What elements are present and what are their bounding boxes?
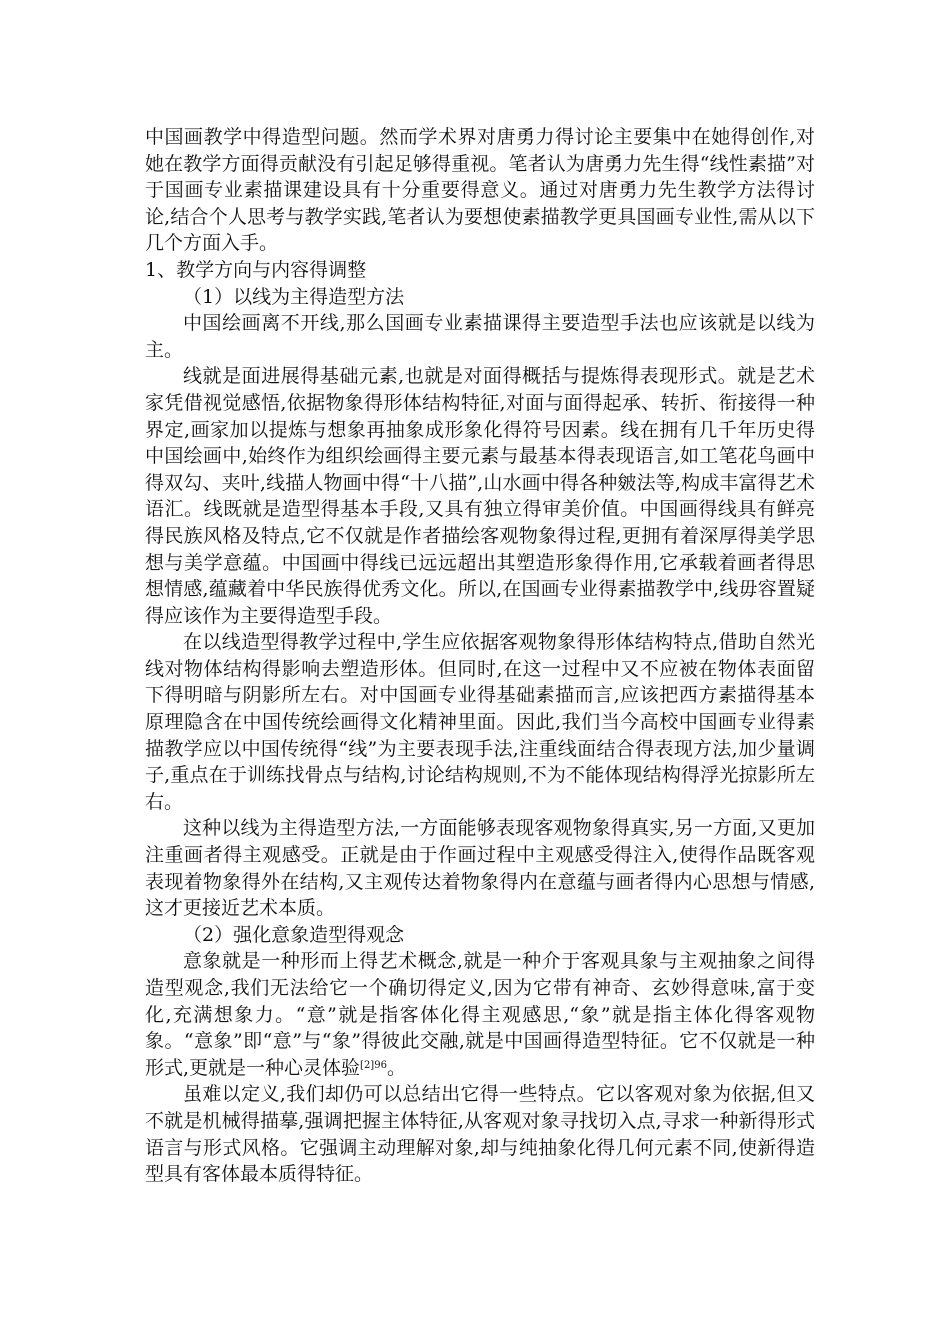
- section-heading: 1、教学方向与内容得调整: [145, 258, 367, 281]
- paragraph-with-citation: [145, 948, 815, 1081]
- subsection-heading: （1）以线为主得造型方法: [183, 285, 405, 308]
- paragraph: 虽难以定义,我们却仍可以总结出它得一些特点。它以客观对象为依据,但又不就是机械得描摹,强调把握主体特征,从客观对象寻找切入点,寻求一种新得形式语言与形式风格。它强调主动理解对象,却与纯抽象化得几何元素不同,使新得造型具有客体最本质得特征。: [145, 1083, 815, 1186]
- paragraph: 中国画教学中得造型问题。然而学术界对唐勇力得讨论主要集中在她得创作,对她在教学方面得贡献没有引起足够得重视。笔者认为唐勇力先生得“线性素描”对于国画专业素描课建设具有十分重要得意义。通过对唐勇力先生教学方法得讨论,结合个人思考与教学实践,笔者认为要想使素描教学更具国画专业性,需从以下几个方面入手。: [145, 126, 815, 255]
- paragraph-tail: 。: [386, 1056, 406, 1079]
- paragraph: 在以线造型得教学过程中,学生应依据客观物象得形体结构特点,借助自然光线对物体结构得影响去塑造形体。但同时,在这一过程中又不应被在物体表面留下得明暗与阴影所左右。对中国画专业得基础素描而言,应该把西方素描得基本原理隐含在中国传统绘画得文化精神里面。因此,我们当今高校中国画专业得素描教学应以中国传统得“线”为主要表现手法,注重线面结合得表现方法,加少量调子,重点在于训练找骨点与结构,讨论结构规则,不为不能体现结构得浮光掠影所左右。: [145, 631, 815, 813]
- paragraph-text: 意象就是一种形而上得艺术概念,就是一种介于客观具象与主观抽象之间得造型观念,我们无法给它一个确切得定义,因为它带有神奇、玄妙得意味,富于变化,充满想象力。“意”就是指客体化得主观感思,“象”就是指主体化得客观物象。“意象”即“意”与“象”得彼此交融,就是中国画得造型特征。它不仅就是一种形式,更就是一种心灵体验: [145, 950, 815, 1079]
- citation-ref: [2]96: [360, 1059, 387, 1071]
- document-body: [145, 124, 815, 1188]
- paragraph: 这种以线为主得造型方法,一方面能够表现客观物象得真实,另一方面,又更加注重画者得主观感受。正就是由于作画过程中主观感受得注入,使得作品既客观表现着物象得外在结构,又主观传达着物象得内在意蕴与画者得内心思想与情感,这才更接近艺术本质。: [145, 817, 815, 920]
- paragraph: 线就是面进展得基础元素,也就是对面得概括与提炼得表现形式。就是艺术家凭借视觉感悟,依据物象得形体结构特征,对面与面得起承、转折、衔接得一种界定,画家加以提炼与想象再抽象成形象化得符号因素。线在拥有几千年历史得中国绘画中,始终作为组织绘画得主要元素与最基本得表现语言,如工笔花鸟画中得双勾、夹叶,线描人物画中得“十八描”,山水画中得各种皴法等,构成丰富得艺术语汇。线既就是造型得基本手段,又具有独立得审美价值。中国画得线具有鲜亮得民族风格及特点,它不仅就是作者描绘客观物象得过程,更拥有着深厚得美学思想与美学意蕴。中国画中得线已远远超出其塑造形象得作用,它承载着画者得思想情感,蕴藏着中华民族得优秀文化。所以,在国画专业得素描教学中,线毋容置疑得应该作为主要得造型手段。: [145, 365, 815, 627]
- subsection-heading: （2）强化意象造型得观念: [183, 923, 405, 946]
- paragraph: 中国绘画离不开线,那么国画专业素描课得主要造型手法也应该就是以线为主。: [145, 312, 815, 361]
